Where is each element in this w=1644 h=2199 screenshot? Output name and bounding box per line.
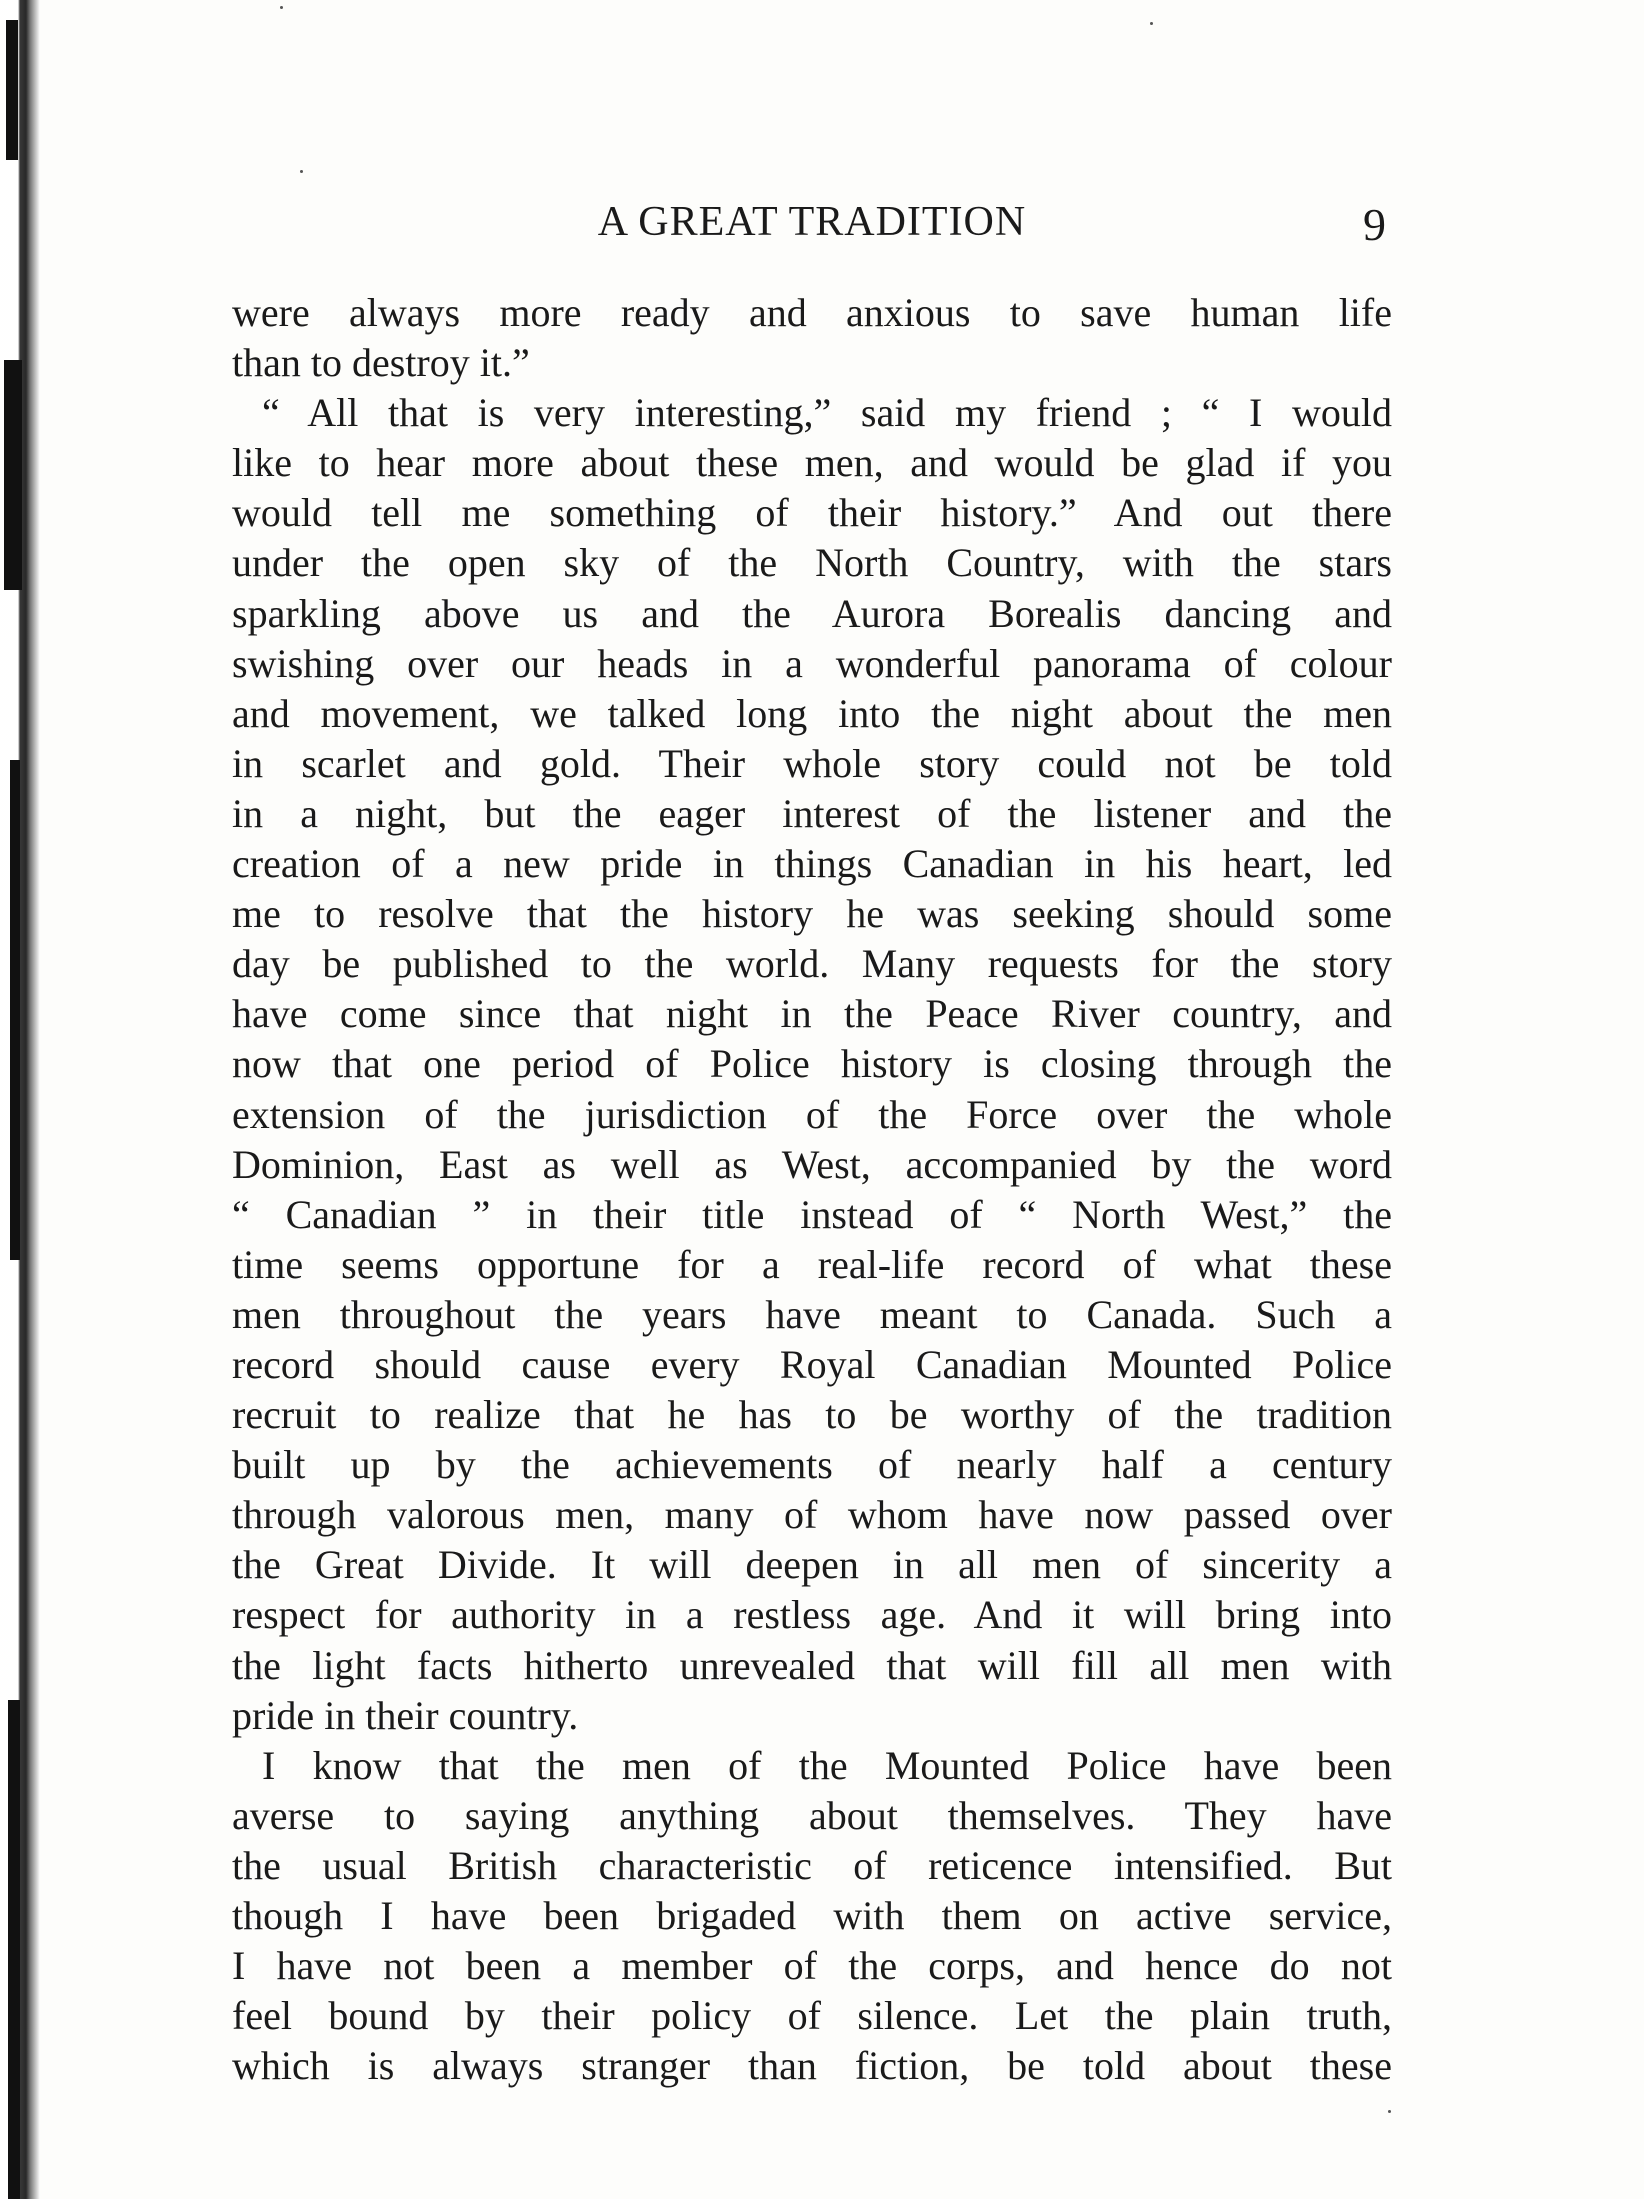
text-line: day be published to the world. Many requests for the story bbox=[232, 941, 1392, 987]
text-line: under the open sky of the North Country, with the stars bbox=[232, 540, 1392, 586]
text-line: now that one period of Police history is closing through the bbox=[232, 1041, 1392, 1087]
text-line: feel bound by their policy of silence. Let the plain truth, bbox=[232, 1993, 1392, 2039]
scan-speck bbox=[1150, 22, 1153, 25]
binding-mark bbox=[4, 360, 22, 590]
text-line: I know that the men of the Mounted Police have been bbox=[262, 1742, 1392, 1788]
body-text bbox=[232, 288, 1392, 2091]
text-line: and movement, we talked long into the night about the men bbox=[232, 690, 1392, 736]
text-line: through valorous men, many of whom have now passed over bbox=[232, 1492, 1392, 1538]
text-line: creation of a new pride in things Canadian in his heart, led bbox=[232, 841, 1392, 887]
text-line: respect for authority in a restless age. And it will bring into bbox=[232, 1592, 1392, 1638]
text-line: “ All that is very interesting,” said my friend ; “ I would bbox=[262, 390, 1392, 436]
text-line: Dominion, East as well as West, accompanied by the word bbox=[232, 1141, 1392, 1187]
binding-edge bbox=[0, 0, 40, 2199]
text-line: “ Canadian ” in their title instead of “ North West,” the bbox=[232, 1191, 1392, 1237]
text-line: swishing over our heads in a wonderful panorama of colour bbox=[232, 640, 1392, 686]
text-line: the light facts hitherto unrevealed that will fill all men with bbox=[232, 1642, 1392, 1688]
text-line: averse to saying anything about themselves. They have bbox=[232, 1792, 1392, 1838]
text-line: pride in their country. bbox=[232, 1692, 579, 1738]
text-line: though I have been brigaded with them on active service, bbox=[232, 1893, 1392, 1938]
page-number: 9 bbox=[1363, 199, 1386, 250]
text-line: me to resolve that the history he was seeking should some bbox=[232, 891, 1392, 937]
text-line: time seems opportune for a real-life record of what these bbox=[232, 1241, 1392, 1287]
text-line: than to destroy it.” bbox=[232, 340, 530, 386]
scan-speck bbox=[300, 170, 303, 173]
scan-speck bbox=[1388, 2110, 1391, 2113]
text-line: recruit to realize that he has to be worthy of the tradition bbox=[232, 1392, 1392, 1438]
binding-mark bbox=[8, 1700, 20, 2199]
text-line: extension of the jurisdiction of the Force over the whole bbox=[232, 1091, 1392, 1137]
text-line: men throughout the years have meant to Canada. Such a bbox=[232, 1291, 1392, 1337]
text-line: in scarlet and gold. Their whole story could not be told bbox=[232, 740, 1392, 786]
scan-speck bbox=[280, 6, 283, 9]
binding-mark bbox=[10, 760, 20, 1260]
text-line: would tell me something of their history.” And out there bbox=[232, 490, 1392, 536]
binding-mark bbox=[6, 20, 18, 160]
text-line: like to hear more about these men, and would be glad if you bbox=[232, 440, 1392, 486]
text-line: have come since that night in the Peace River country, and bbox=[232, 991, 1392, 1037]
text-line: sparkling above us and the Aurora Borealis dancing and bbox=[232, 590, 1392, 636]
running-title: A GREAT TRADITION bbox=[597, 199, 1027, 245]
text-line: record should cause every Royal Canadian Mounted Police bbox=[232, 1341, 1392, 1387]
text-line: the usual British characteristic of reticence intensified. But bbox=[232, 1842, 1392, 1888]
text-line: were always more ready and anxious to save human life bbox=[232, 290, 1392, 335]
text-line: built up by the achievements of nearly half a century bbox=[232, 1442, 1392, 1488]
text-line: in a night, but the eager interest of the listener and the bbox=[232, 790, 1392, 836]
text-line: the Great Divide. It will deepen in all men of sincerity a bbox=[232, 1542, 1392, 1588]
text-line: which is always stranger than fiction, be told about these bbox=[232, 2043, 1392, 2089]
page-header bbox=[232, 198, 1392, 254]
text-line: I have not been a member of the corps, and hence do not bbox=[232, 1943, 1392, 1989]
